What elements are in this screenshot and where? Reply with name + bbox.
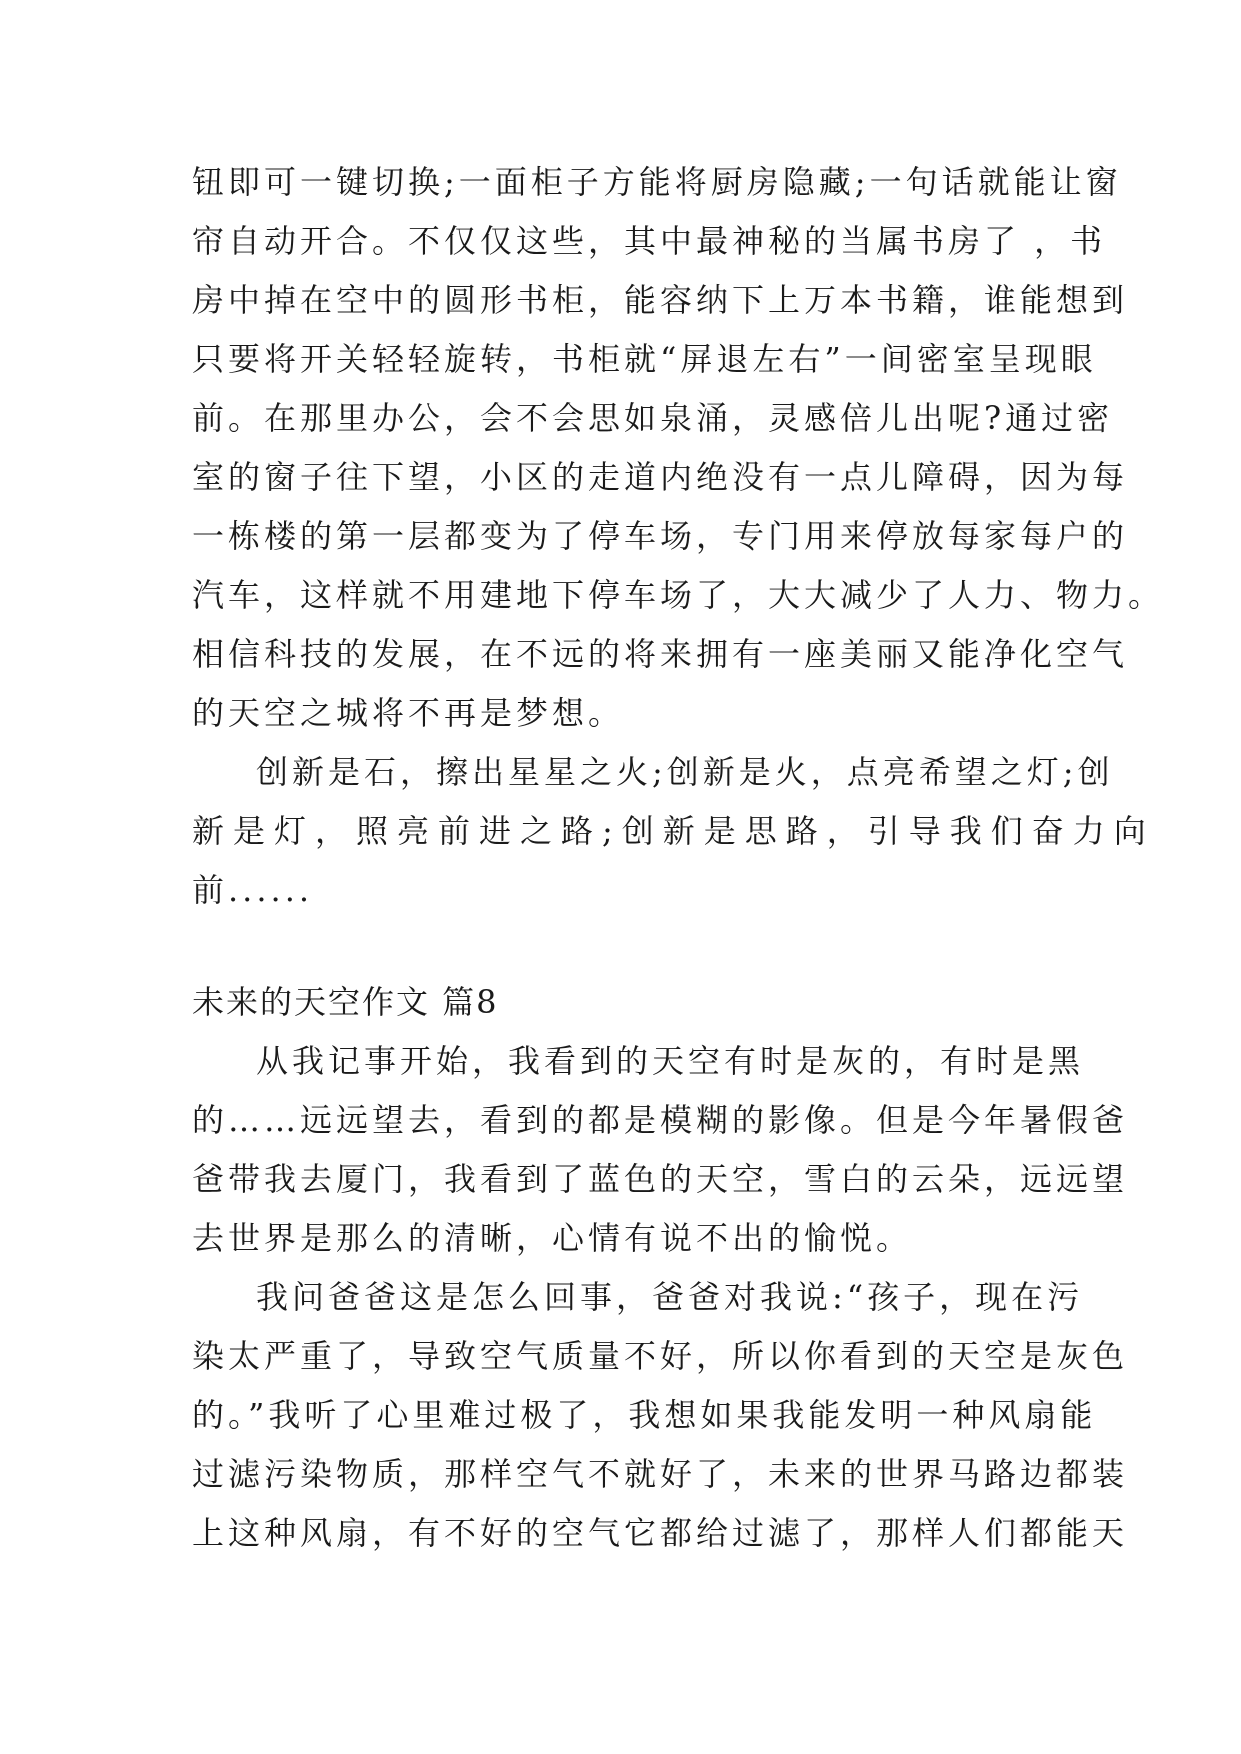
paragraph-line: 帘自动开合。不仅仅这些，其中最神秘的当属书房了 ，书 [192,222,1107,260]
section-heading: 未来的天空作文 篇8 [192,983,499,1021]
paragraph-line: 的……远远望去，看到的都是模糊的影像。但是今年暑假爸 [192,1101,1129,1139]
paragraph-line: 前。在那里办公，会不会思如泉涌，灵感倍儿出呢?通过密 [192,399,1114,437]
paragraph-line: 上这种风扇，有不好的空气它都给过滤了，那样人们都能天 [192,1514,1129,1552]
paragraph-line: 新是灯，照亮前进之路;创新是思路，引导我们奋力向 [192,812,1155,850]
paragraph-line: 前...... [192,871,314,909]
paragraph-line: 房中掉在空中的圆形书柜，能容纳下上万本书籍，谁能想到 [192,281,1129,319]
paragraph-line: 钮即可一键切换;一面柜子方能将厨房隐藏;一句话就能让窗 [192,163,1122,201]
paragraph-line: 室的窗子往下望，小区的走道内绝没有一点儿障碍，因为每 [192,458,1129,496]
paragraph-line: 我问爸爸这是怎么回事，爸爸对我说:“孩子，现在污 [256,1278,1084,1316]
paragraph-line: 只要将开关轻轻旋转，书柜就“屏退左右”一间密室呈现眼 [192,340,1097,378]
paragraph-line: 的。”我听了心里难过极了，我想如果我能发明一种风扇能 [192,1396,1097,1434]
paragraph-line: 染太严重了，导致空气质量不好，所以你看到的天空是灰色 [192,1337,1129,1375]
paragraph-line: 一栋楼的第一层都变为了停车场，专门用来停放每家每户的 [192,517,1129,555]
paragraph-line: 汽车，这样就不用建地下停车场了，大大减少了人力、物力。 [192,576,1165,614]
paragraph-line: 过滤污染物质，那样空气不就好了，未来的世界马路边都装 [192,1455,1129,1493]
paragraph-line: 相信科技的发展，在不远的将来拥有一座美丽又能净化空气 [192,635,1129,673]
paragraph-line: 从我记事开始，我看到的天空有时是灰的，有时是黑 [256,1042,1085,1080]
paragraph-line: 创新是石，擦出星星之火;创新是火，点亮希望之灯;创 [256,753,1114,791]
paragraph-line: 的天空之城将不再是梦想。 [192,694,625,732]
paragraph-line: 去世界是那么的清晰，心情有说不出的愉悦。 [192,1219,913,1257]
paragraph-line: 爸带我去厦门，我看到了蓝色的天空，雪白的云朵，远远望 [192,1160,1129,1198]
